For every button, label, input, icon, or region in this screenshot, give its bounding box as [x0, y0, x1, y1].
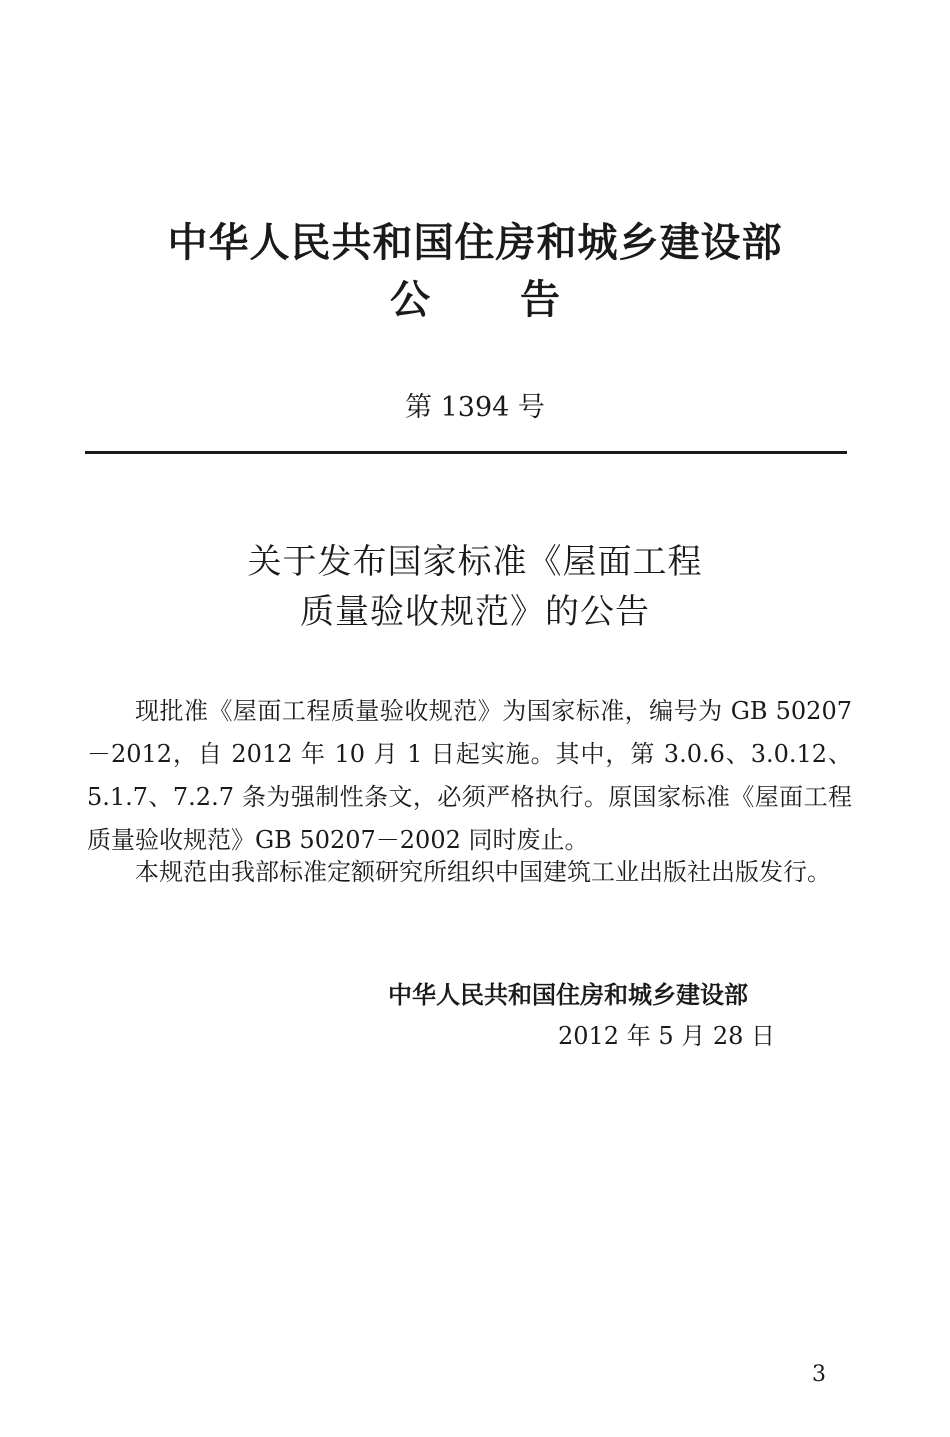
signature-organization: 中华人民共和国住房和城乡建设部: [388, 981, 748, 1009]
document-type-char-2: 告: [520, 277, 560, 323]
signature-date: 2012 年 5 月 28 日: [558, 1022, 776, 1050]
page-number: 3: [812, 1362, 826, 1387]
paragraph-text: 现批准《屋面工程质量验收规范》为国家标准，编号为 GB 50207－2012，自 2012 年 10 月 1 日起实施。其中，第 3.0.6、3.0.12、5.1.7、7.2.7 条为强制性条文，必须严格执行。原国家标准《屋面工程质量验收规范》GB 50207－2002 同时废止。: [87, 697, 852, 854]
paragraph-text: 本规范由我部标准定额研究所组织中国建筑工业出版社出版发行。: [135, 858, 831, 886]
document-type-heading: [0, 275, 950, 325]
header-divider: [85, 451, 847, 454]
ministry-title: 中华人民共和国住房和城乡建设部: [167, 220, 783, 266]
document-number: 第 1394 号: [405, 392, 545, 423]
notice-title-line-2: 质量验收规范》的公告: [300, 592, 650, 632]
body-paragraph-2: [87, 851, 852, 894]
notice-title-line-1: 关于发布国家标准《屋面工程: [247, 542, 703, 582]
body-paragraph-1: [87, 690, 852, 862]
document-type-char-1: 公: [390, 277, 430, 323]
